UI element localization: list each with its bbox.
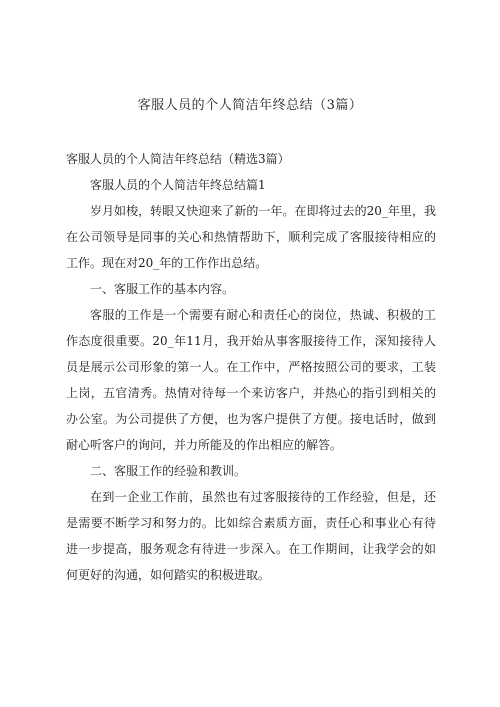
section-heading: 一、客服工作的基本内容。 <box>90 282 235 296</box>
body-paragraph: 客服的工作是一个需要有耐心和责任心的岗位，热诚、积极的工作态度很重要。20_年11月，我开始从事客服接待工作，深知接待人员是展示公司形象的第一人。在工作中，严格按照公司的要求，工装上岗，五官清秀。热情对待每一个来访客户，并热心的指引到相关的办公室。为公司提供了方便，也为客户提供了方便。接电话时，做到耐心听客户的询问，并力所能及的作出相应的解答。 <box>66 308 436 452</box>
section-heading: 二、客服工作的经验和教训。 <box>90 464 247 478</box>
section-heading: 客服人员的个人简洁年终总结篇1 <box>90 178 266 192</box>
body-paragraph: 岁月如梭，转眼又快迎来了新的一年。在即将过去的20_年里，我在公司领导是同事的关心和热情帮助下，顺利完成了客服接待相应的工作。现在对20_年的工作作出总结。 <box>66 204 436 270</box>
document-title: 客服人员的个人简洁年终总结（3篇） <box>137 98 363 113</box>
body-paragraph: 在到一企业工作前，虽然也有过客服接待的工作经验，但是，还是需要不断学习和努力的。比如综合素质方面，责任心和事业心有待进一步提高，服务观念有待进一步深入。在工作期间，让我学会的如何更好的沟通，如何踏实的积极进取。 <box>66 490 436 582</box>
document-body <box>66 146 436 588</box>
document-subtitle: 客服人员的个人简洁年终总结（精选3篇） <box>66 152 290 166</box>
